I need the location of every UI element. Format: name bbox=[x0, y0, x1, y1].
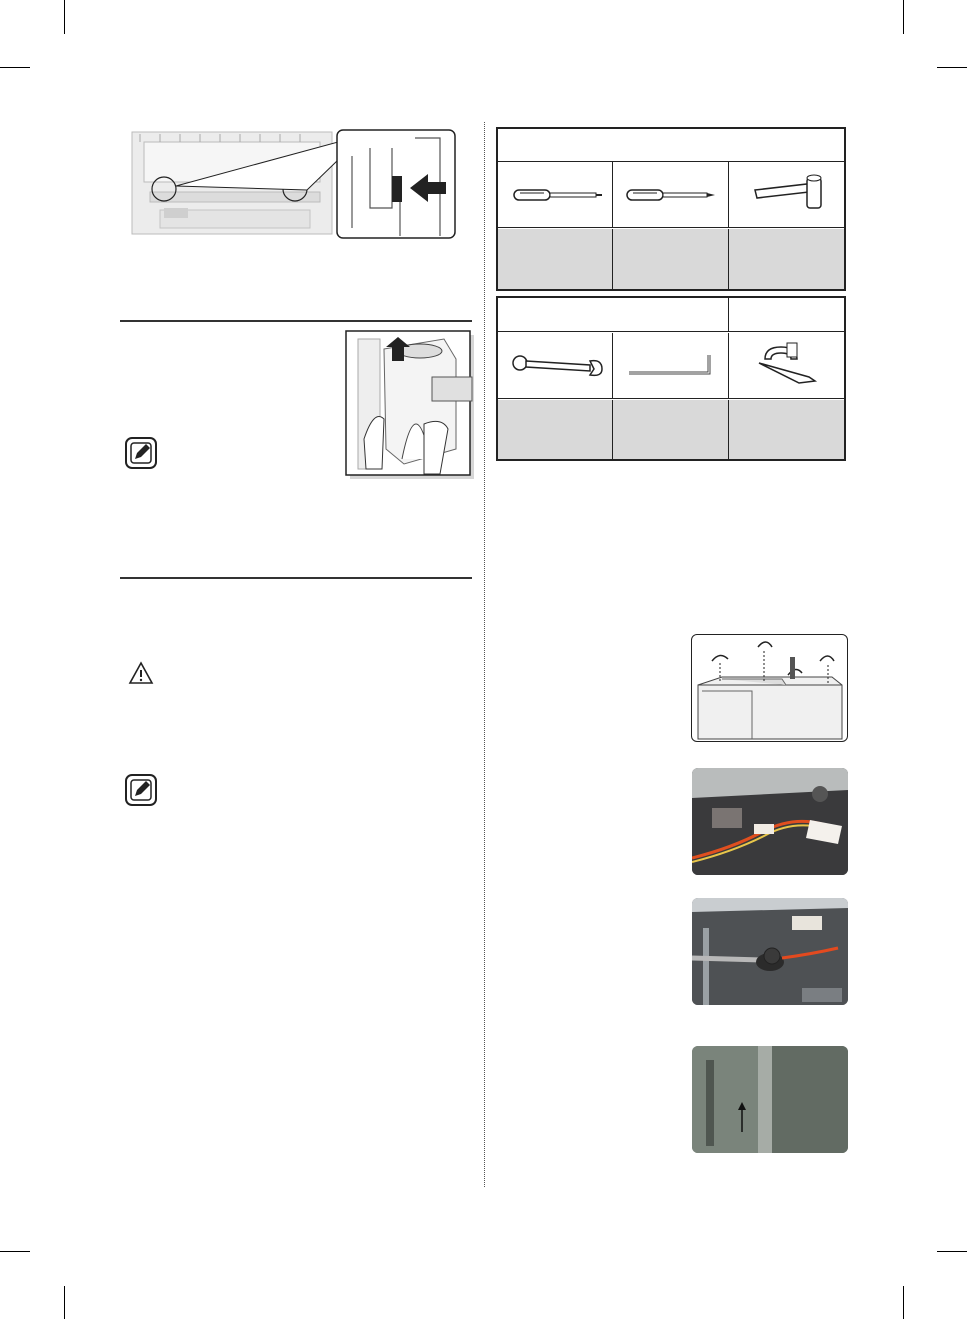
freezer-drawer-rail-figure bbox=[130, 128, 460, 240]
ice-bucket-removal-figure bbox=[344, 329, 479, 483]
tool-name-cell bbox=[729, 400, 844, 459]
tool-name-cell bbox=[498, 229, 613, 289]
tool-name-cell bbox=[729, 229, 844, 289]
tool-name-cell bbox=[498, 400, 613, 459]
tool-cell bbox=[498, 333, 613, 399]
note-icon bbox=[124, 773, 158, 807]
tool-cell bbox=[613, 333, 729, 399]
tool-cell bbox=[729, 162, 844, 228]
wire-connector-photo bbox=[692, 768, 848, 875]
note-icon bbox=[124, 436, 158, 470]
flat-screwdriver-icon bbox=[498, 162, 613, 228]
section-divider bbox=[120, 577, 472, 579]
table-header bbox=[498, 129, 844, 162]
socket-wrench-icon bbox=[729, 162, 844, 228]
table-header bbox=[729, 298, 844, 332]
phillips-screwdriver-icon bbox=[613, 162, 729, 228]
section-divider bbox=[120, 320, 472, 322]
column-divider bbox=[484, 122, 485, 1187]
tool-name-cell bbox=[613, 229, 729, 289]
water-line-clip-icon bbox=[729, 333, 844, 399]
tools-table-1 bbox=[496, 127, 846, 291]
tool-cell bbox=[498, 162, 613, 228]
tool-cell bbox=[613, 162, 729, 228]
caution-icon bbox=[128, 661, 154, 685]
allen-key-icon bbox=[613, 333, 729, 399]
top-cover-screws-figure bbox=[691, 634, 848, 742]
tool-name-cell bbox=[613, 400, 729, 459]
hinge-bolt-photo bbox=[692, 898, 848, 1005]
table-header bbox=[498, 298, 729, 332]
tools-table-2 bbox=[496, 296, 846, 461]
door-lift-photo bbox=[692, 1046, 848, 1153]
spanner-icon bbox=[498, 333, 613, 399]
tool-cell bbox=[729, 333, 844, 399]
